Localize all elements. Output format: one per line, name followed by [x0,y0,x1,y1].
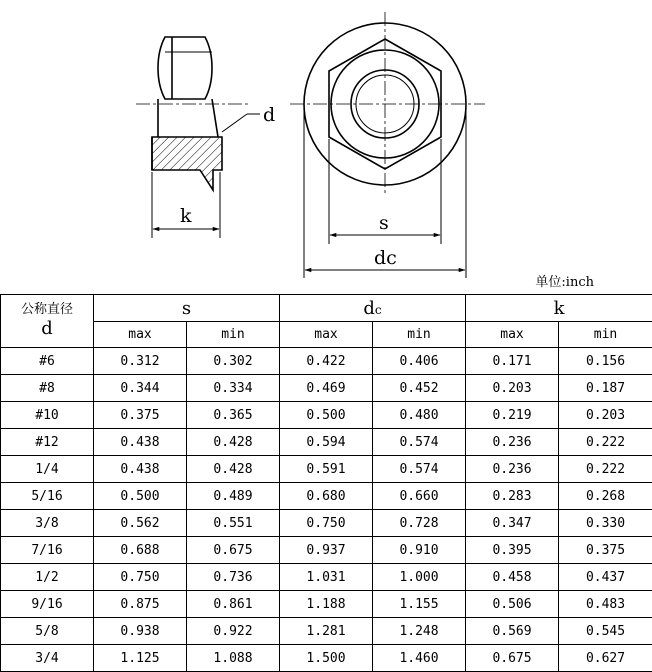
nominal-size-cell: #8 [1,375,94,402]
value-cell: 0.219 [466,402,559,429]
table-row [1,402,652,429]
value-cell: 0.861 [187,591,280,618]
nominal-size-cell: 5/16 [1,483,94,510]
value-cell: 0.203 [559,402,652,429]
value-cell: 0.458 [466,564,559,591]
value-cell: 0.428 [187,429,280,456]
table-row [1,348,652,375]
value-cell: 0.375 [94,402,187,429]
value-cell: 0.937 [280,537,373,564]
value-cell: 0.428 [187,456,280,483]
value-cell: 1.188 [280,591,373,618]
table-row [1,483,652,510]
value-cell: 1.125 [94,645,187,672]
value-cell: 0.736 [187,564,280,591]
value-cell: 0.365 [187,402,280,429]
subheader-min: min [373,322,466,348]
value-cell: 0.268 [559,483,652,510]
subheader-min: min [187,322,280,348]
flange-nut-drawing [0,0,652,295]
value-cell: 0.156 [559,348,652,375]
subheader-max: max [280,322,373,348]
nominal-size-cell: 1/2 [1,564,94,591]
table-row [1,429,652,456]
table-row [1,375,652,402]
value-cell: 0.334 [187,375,280,402]
subheader-min: min [559,322,652,348]
value-cell: 0.171 [466,348,559,375]
value-cell: 0.480 [373,402,466,429]
value-cell: 0.203 [466,375,559,402]
value-cell: 0.569 [466,618,559,645]
value-cell: 0.312 [94,348,187,375]
label-d: d [263,104,276,126]
value-cell: 0.627 [559,645,652,672]
value-cell: 0.438 [94,429,187,456]
value-cell: 0.545 [559,618,652,645]
value-cell: 0.222 [559,429,652,456]
value-cell: 0.437 [559,564,652,591]
value-cell: 0.688 [94,537,187,564]
value-cell: 0.489 [187,483,280,510]
value-cell: 0.469 [280,375,373,402]
table-row [1,456,652,483]
nominal-size-cell: 9/16 [1,591,94,618]
side-view [152,37,222,190]
nominal-diameter-header: 公称直径 d [1,295,94,348]
nominal-size-cell: 5/8 [1,618,94,645]
value-cell: 0.875 [94,591,187,618]
value-cell: 0.938 [94,618,187,645]
table-row [1,537,652,564]
value-cell: 0.283 [466,483,559,510]
label-s: s [379,212,389,234]
nominal-size-cell: 1/4 [1,456,94,483]
value-cell: 1.281 [280,618,373,645]
value-cell: 0.347 [466,510,559,537]
group-header-dc: dc [280,295,466,322]
value-cell: 0.675 [466,645,559,672]
value-cell: 0.422 [280,348,373,375]
value-cell: 1.155 [373,591,466,618]
value-cell: 1.248 [373,618,466,645]
value-cell: 0.222 [559,456,652,483]
group-header-s: s [94,295,280,322]
d-leader-line [222,114,247,132]
value-cell: 0.675 [187,537,280,564]
table-row [1,564,652,591]
subheader-max: max [94,322,187,348]
value-cell: 0.438 [94,456,187,483]
value-cell: 0.551 [187,510,280,537]
dimension-table [0,294,652,672]
value-cell: 1.031 [280,564,373,591]
value-cell: 0.395 [466,537,559,564]
value-cell: 0.302 [187,348,280,375]
value-cell: 1.000 [373,564,466,591]
value-cell: 0.562 [94,510,187,537]
value-cell: 1.460 [373,645,466,672]
value-cell: 0.506 [466,591,559,618]
value-cell: 0.922 [187,618,280,645]
value-cell: 0.187 [559,375,652,402]
value-cell: 0.574 [373,429,466,456]
nominal-size-cell: #6 [1,348,94,375]
value-cell: 0.750 [94,564,187,591]
value-cell: 1.500 [280,645,373,672]
value-cell: 0.680 [280,483,373,510]
value-cell: 0.236 [466,429,559,456]
table-row [1,510,652,537]
value-cell: 0.500 [94,483,187,510]
group-header-k: k [466,295,652,322]
label-dc: dc [374,247,397,269]
value-cell: 0.500 [280,402,373,429]
value-cell: 0.452 [373,375,466,402]
nominal-size-cell: 7/16 [1,537,94,564]
value-cell: 0.594 [280,429,373,456]
nominal-size-cell: #12 [1,429,94,456]
unit-label: 单位:inch [535,275,594,290]
value-cell: 0.483 [559,591,652,618]
value-cell: 0.330 [559,510,652,537]
nominal-size-cell: #10 [1,402,94,429]
value-cell: 0.406 [373,348,466,375]
nominal-size-cell: 3/4 [1,645,94,672]
value-cell: 0.728 [373,510,466,537]
table-row [1,591,652,618]
table-row [1,618,652,645]
value-cell: 0.750 [280,510,373,537]
value-cell: 0.375 [559,537,652,564]
value-cell: 0.660 [373,483,466,510]
value-cell: 0.910 [373,537,466,564]
value-cell: 0.591 [280,456,373,483]
table-row [1,645,652,672]
value-cell: 0.236 [466,456,559,483]
value-cell: 0.344 [94,375,187,402]
value-cell: 0.574 [373,456,466,483]
nominal-size-cell: 3/8 [1,510,94,537]
subheader-max: max [466,322,559,348]
value-cell: 1.088 [187,645,280,672]
label-k: k [180,205,192,227]
